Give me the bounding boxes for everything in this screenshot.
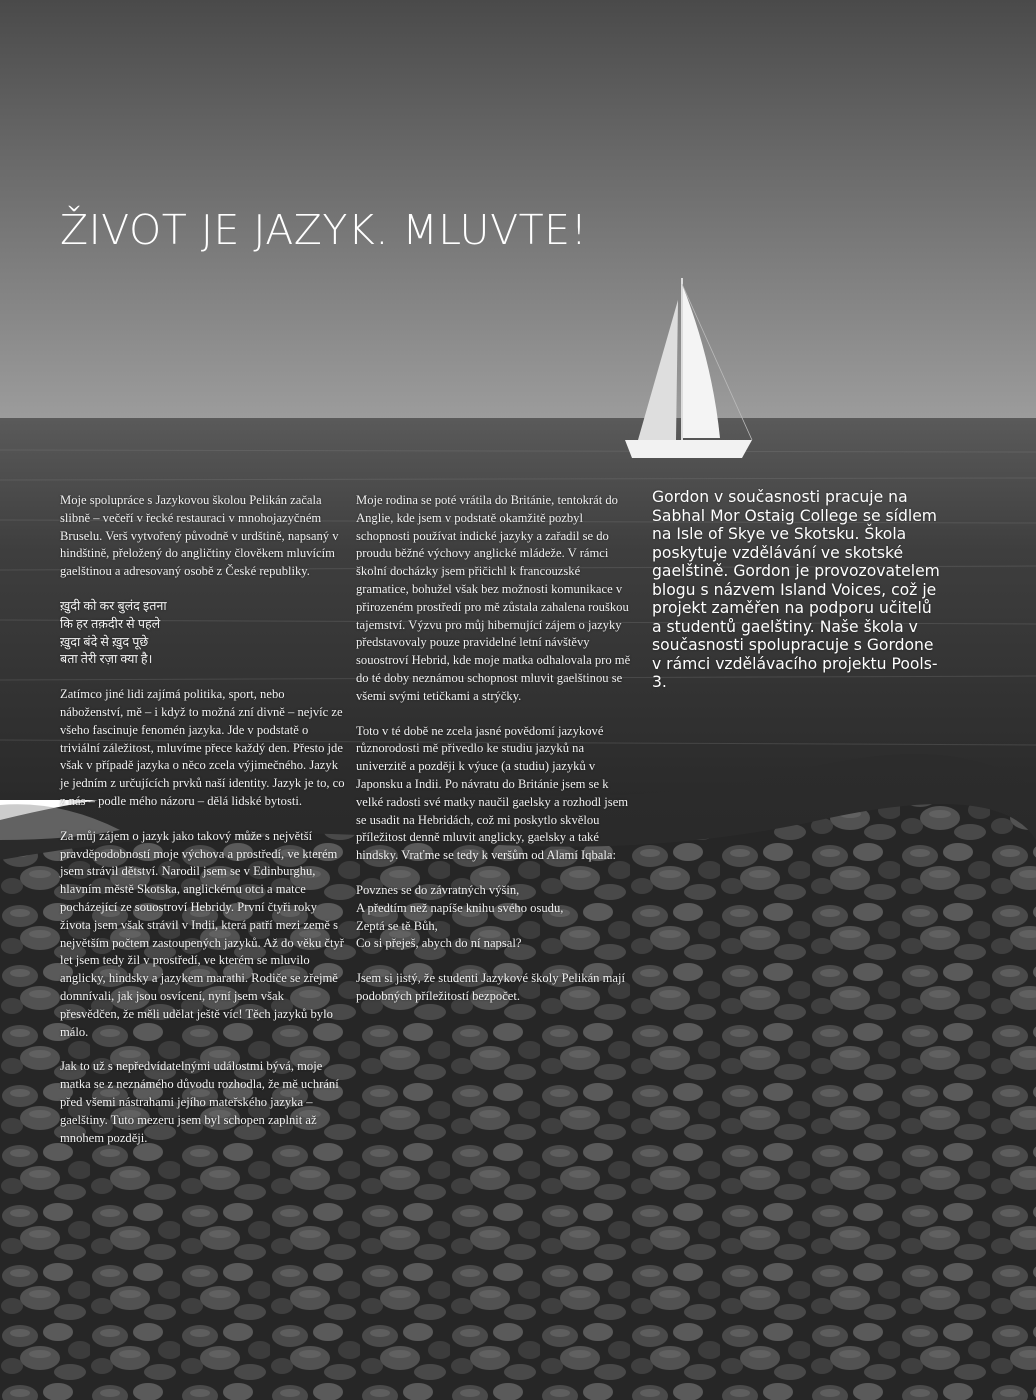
paragraph: Toto v té době ne zcela jasné povědomí jazykové různorodosti mě přivedlo ke studiu jazyků na univerzitě a později k výuce (a studiu) jazyků v Japonsku a Indii. Po návratu do Británie jsem se k velké radosti své matky naučil gaelsky a rozhodl jsem se usadit na Hebridách, což mi poskytlo skvělou příležitost denně mluvit anglicky, gaelsky a také hindsky. Vraťme se tedy k veršům od Alamí Iqbala:	[356, 723, 629, 863]
article-column-1	[60, 492, 345, 1164]
paragraph: Jsem si jistý, že studenti Jazykové školy Pelikán mají podobných příležitostí bezpočet.	[356, 971, 625, 1003]
page-title: ŽIVOT JE JAZYK. MLUVTE!	[60, 206, 588, 254]
poem-line: Zeptá se tě Bůh,	[356, 918, 438, 933]
paragraph: Zatímco jiné lidi zajímá politika, sport, nebo náboženství, mě – i když to možná zní divně – nejvíc ze všeho fascinuje fenomén jazyka. Jde v podstatě o triviální záležitost, mluvíme přece každý den. Přesto jde však v případě jazyka o něco zcela výjimečného. Jazyk je jedním z určujících prvků naší identity. Jazyk je to, co z nás – podle mého názoru – dělá lidské bytosti.	[60, 687, 345, 808]
czech-poem	[356, 882, 636, 953]
poem-line: ख़ुदी को कर बुलंद इतना	[60, 598, 167, 613]
paragraph: Moje rodina se poté vrátila do Británie, tentokrát do Anglie, kde jsem v podstatě okamžitě pozbyl schopnosti používat indické jazyky a zařadil se do proudu běžné výchovy anglické mládeže. V rámci školní docházky jsem přičichl k francouzské gramatice, bohužel však bez možnosti komunikace v přirozeném prostředí pro mě zůstala zahalena rouškou tajemství. Výzvu pro můj hibernující zájem o jazyky představovaly pouze pravidelné letní návštěvy souostroví Hebrid, kde moje matka odhalovala pro mě do té doby neznámou schopnost mluvit gaelštinou se všemi svými tetičkami a strýčky.	[356, 493, 631, 703]
hindi-poem	[60, 598, 345, 669]
article-column-2	[356, 492, 636, 1023]
poem-line: कि हर तक़दीर से पहले	[60, 616, 161, 631]
paragraph: Moje spolupráce s Jazykovou školou Pelikán začala slibně – večeří v řecké restauraci v mnohojazyčném Bruselu. Verš vytvořený původně v urdštině, napsaný v hindštině, přeložený do angličtiny člověkem mluvícím gaelštinou a adresovaný osobě z České republiky.	[60, 493, 339, 579]
paragraph: Jak to už s nepředvídatelnými událostmi bývá, moje matka se z neznámého důvodu rozhodla, že mě uchrání před všemi nástrahami jejího mateřského jazyka – gaelštiny. Tuto mezeru jsem byl schopen zaplnit až mnohem později.	[60, 1059, 339, 1145]
paragraph: Za můj zájem o jazyk jako takový může s největší pravděpodobností moje výchova a prostředí, ve kterém jsem strávil dětství. Narodil jsem se v Edinburghu, hlavním městě Skotska, anglickému otci a matce pocházející ze souostroví Hebridy. První čtyři roky života jsem však strávil v Indii, která patří mezi země s největším počtem zastoupených jazyků. Až do věku čtyř let jsem tedy žil v prostředí, ve kterém se mluvilo anglicky, hindsky a jazykem marathi. Rodiče se zřejmě domnívali, jak jsou osvícení, nyní jsem však přesvědčen, že měli udělat ještě víc! Těch jazyků bylo málo.	[60, 828, 344, 1039]
poem-line: A předtím než napíše knihu svého osudu,	[356, 900, 564, 915]
author-bio-column	[652, 488, 942, 692]
poem-line: Povznes se do závratných výšin,	[356, 882, 520, 897]
poem-line: Co si přeješ, abych do ní napsal?	[356, 936, 522, 951]
poem-line: बता तेरी रज़ा क्या है।	[60, 652, 153, 667]
author-bio-text: Gordon v současnosti pracuje na Sabhal Mor Ostaig College se sídlem na Isle of Skye ve Skotsku. Škola poskytuje vzdělávání ve skotské gaelštině. Gordon je provozovatelem blogu s názvem Island Voices, což je projekt zaměřen na podporu učitelů a studentů gaelštiny. Naše škola v současnosti spolupracuje s Gordone v rámci vzdělávacího projektu Pools-3.	[652, 488, 940, 691]
poem-line: ख़ुदा बंदे से ख़ुद पूछे	[60, 634, 149, 649]
